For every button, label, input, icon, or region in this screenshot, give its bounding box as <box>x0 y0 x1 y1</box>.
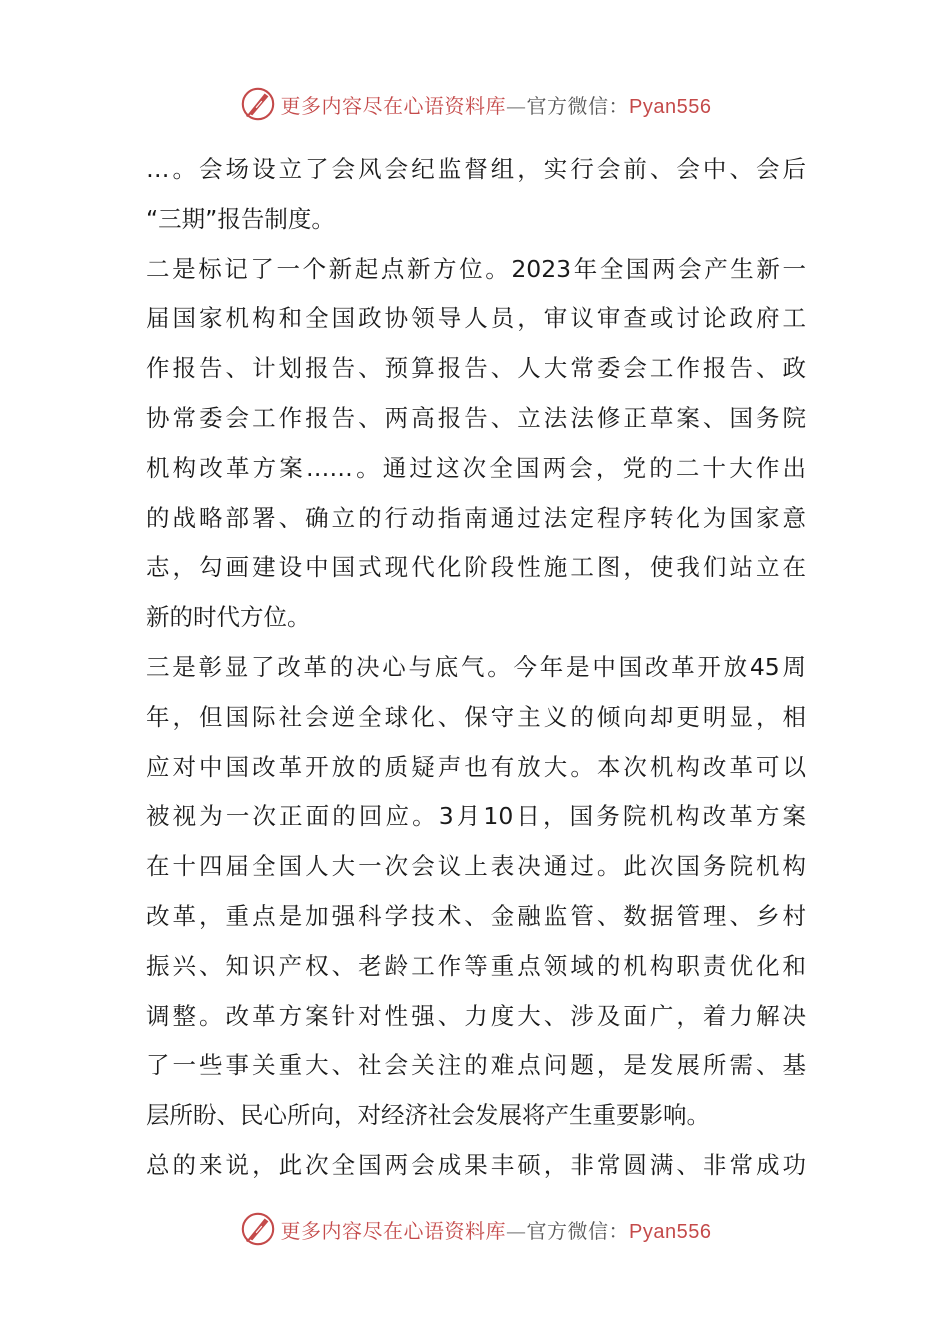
banner-text <box>281 1215 712 1244</box>
text-line: 调整。改革方案针对性强、力度大、涉及面广，着力解决 <box>146 1001 806 1030</box>
text-line: 在十四届全国人大一次会议上表决通过。此次国务院机构 <box>146 852 806 881</box>
banner-text <box>281 90 712 119</box>
header-watermark-banner <box>0 84 950 124</box>
body-text <box>146 145 806 1191</box>
banner-wechat-label: 官方微信： <box>526 1218 630 1243</box>
quill-seal-logo-icon <box>239 85 277 123</box>
text-line: 作报告、计划报告、预算报告、人大常委会工作报告、政 <box>146 354 806 383</box>
banner-main-text: 更多内容尽在心语资料库 <box>280 93 507 118</box>
text-line: 了一些事关重大、社会关注的难点问题，是发展所需、基 <box>146 1051 806 1080</box>
text-line: 机构改革方案……。通过这次全国两会，党的二十大作出 <box>146 453 806 482</box>
text-line: 二是标记了一个新起点新方位。2023年全国两会产生新一 <box>146 254 806 283</box>
text-line: 三是彰显了改革的决心与底气。今年是中国改革开放45周 <box>146 652 806 681</box>
banner-wechat-id: Pyan556 <box>629 1220 712 1243</box>
banner-main-text: 更多内容尽在心语资料库 <box>280 1218 507 1243</box>
text-line: 总的来说，此次全国两会成果丰硕，非常圆满、非常成功 <box>146 1150 806 1179</box>
quill-seal-logo-icon <box>239 1210 277 1248</box>
text-line: 新的时代方位。 <box>146 603 311 632</box>
text-line: 应对中国改革开放的质疑声也有放大。本次机构改革可以 <box>146 752 806 781</box>
banner-dash: — <box>506 1218 527 1243</box>
text-line: 年，但国际社会逆全球化、保守主义的倾向却更明显，相 <box>146 702 806 731</box>
text-line: 被视为一次正面的回应。3月10日，国务院机构改革方案 <box>146 802 806 831</box>
banner-wechat-label: 官方微信： <box>526 93 630 118</box>
text-line: …。会场设立了会风会纪监督组，实行会前、会中、会后 <box>146 155 806 183</box>
text-line: 协常委会工作报告、两高报告、立法法修正草案、国务院 <box>146 403 806 432</box>
text-line: 层所盼、民心所向，对经济社会发展将产生重要影响。 <box>146 1101 710 1130</box>
footer-watermark-banner <box>0 1209 950 1249</box>
banner-dash: — <box>506 93 527 118</box>
text-line: 志，勾画建设中国式现代化阶段性施工图，使我们站立在 <box>146 553 806 582</box>
text-line: 届国家机构和全国政协领导人员，审议审查或讨论政府工 <box>146 304 806 333</box>
text-line: 改革，重点是加强科学技术、金融监管、数据管理、乡村 <box>146 901 806 930</box>
banner-wechat-id: Pyan556 <box>629 95 712 118</box>
text-line: 振兴、知识产权、老龄工作等重点领域的机构职责优化和 <box>146 951 806 980</box>
text-line: 的战略部署、确立的行动指南通过法定程序转化为国家意 <box>146 503 806 532</box>
text-line: “三期”报告制度。 <box>146 204 335 233</box>
